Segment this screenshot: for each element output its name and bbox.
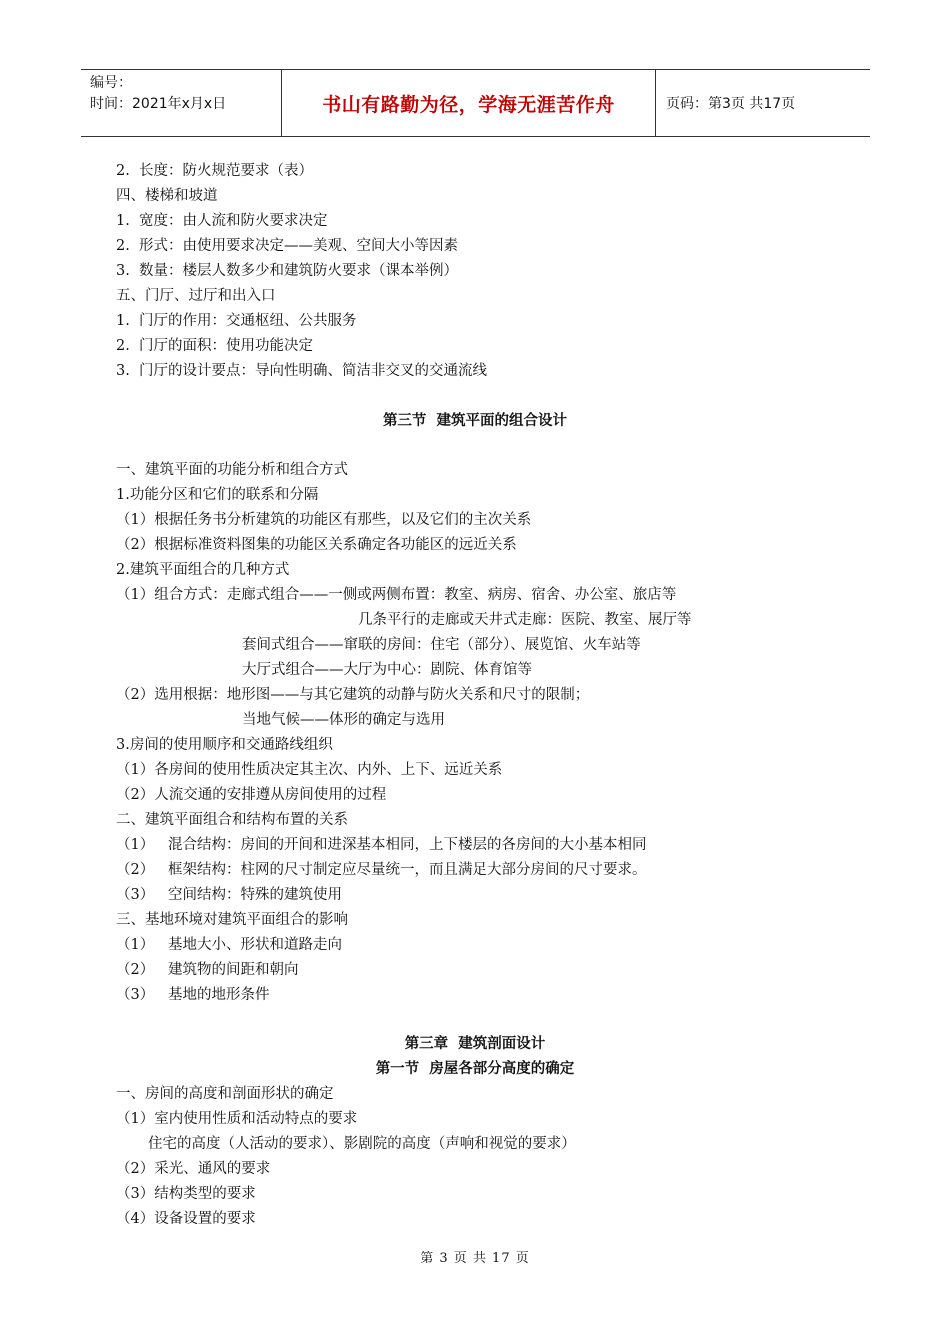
- header-meta: [81, 70, 281, 136]
- text-line: （4）设备设置的要求: [116, 1211, 256, 1227]
- text-line: （2） 框架结构：柱网的尺寸制定应尽量统一，而且满足大部分房间的尺寸要求。: [116, 862, 647, 878]
- text-line: 2.建筑平面组合的几种方式: [116, 562, 290, 578]
- text-line: 3. 数量：楼层人数多少和建筑防火要求（课本举例）: [116, 263, 459, 279]
- text-line: （1）根据任务书分析建筑的功能区有那些，以及它们的主次关系: [116, 512, 532, 528]
- text-line: （1） 混合结构：房间的开间和进深基本相同，上下楼层的各房间的大小基本相同: [116, 837, 647, 853]
- section-title: 第一节 房屋各部分高度的确定: [375, 1061, 575, 1077]
- text-line: 1.功能分区和它们的联系和分隔: [116, 487, 319, 503]
- text-line: （2）人流交通的安排遵从房间使用的过程: [116, 787, 387, 803]
- text-line: （2） 建筑物的间距和朝向: [116, 962, 299, 978]
- text-line: （2）选用根据：地形图——与其它建筑的动静与防火关系和尺寸的限制；: [116, 687, 590, 703]
- text-line: （1）各房间的使用性质决定其主次、内外、上下、远近关系: [116, 762, 503, 778]
- text-line: 几条平行的走廊或天井式走廊：医院、教室、展厅等: [358, 612, 692, 628]
- text-line: 1. 宽度：由人流和防火要求决定: [116, 213, 328, 229]
- section-heading: 三、基地环境对建筑平面组合的影响: [116, 912, 348, 928]
- section-heading: 二、建筑平面组合和结构布置的关系: [116, 812, 348, 828]
- text-line: 当地气候——体形的确定与选用: [242, 712, 445, 728]
- text-line: 2. 门厅的面积：使用功能决定: [116, 338, 314, 354]
- text-line: 1. 门厅的作用：交通枢纽、公共服务: [116, 313, 357, 329]
- text-line: （1） 基地大小、形状和道路走向: [116, 937, 343, 953]
- text-line: （3） 空间结构：特殊的建筑使用: [116, 887, 343, 903]
- text-line: （1）室内使用性质和活动特点的要求: [116, 1111, 358, 1127]
- header-motto: 书山有路勤为径，学海无涯苦作舟: [281, 70, 656, 136]
- code-label: 编号：: [90, 75, 132, 91]
- page-footer: 第 3 页 共 17 页: [420, 1251, 530, 1266]
- text-line: 3. 门厅的设计要点：导向性明确、简洁非交叉的交通流线: [116, 363, 488, 379]
- section-heading: 一、建筑平面的功能分析和组合方式: [116, 462, 348, 478]
- text-line: 住宅的高度（人活动的要求）、影剧院的高度（声响和视觉的要求）: [148, 1136, 576, 1152]
- text-line: 大厅式组合——大厅为中心：剧院、体育馆等: [242, 662, 532, 678]
- text-line: （2）根据标准资料图集的功能区关系确定各功能区的远近关系: [116, 537, 517, 553]
- chapter-title: 第三章 建筑剖面设计: [404, 1036, 546, 1052]
- text-line: 2. 长度：防火规范要求（表）: [116, 163, 314, 179]
- section-heading: 一、房间的高度和剖面形状的确定: [116, 1086, 334, 1102]
- section-heading: 四、楼梯和坡道: [116, 188, 218, 204]
- section-title: 第三节 建筑平面的组合设计: [382, 413, 568, 429]
- text-line: 套间式组合——窜联的房间：住宅（部分）、展览馆、火车站等: [242, 637, 641, 653]
- text-line: （1）组合方式：走廊式组合——一侧或两侧布置：教室、病房、宿舍、办公室、旅店等: [116, 587, 677, 603]
- text-line: 2. 形式：由使用要求决定——美观、空间大小等因素: [116, 238, 459, 254]
- document-header: [81, 69, 870, 137]
- text-line: （2）采光、通风的要求: [116, 1161, 271, 1177]
- date-label: 时间：2021年x月x日: [90, 96, 227, 112]
- text-line: （3） 基地的地形条件: [116, 987, 270, 1003]
- section-heading: 五、门厅、过厅和出入口: [116, 288, 276, 304]
- text-line: 3.房间的使用顺序和交通路线组织: [116, 737, 333, 753]
- header-page-info: 页码：第3页 共17页: [666, 96, 796, 112]
- text-line: （3）结构类型的要求: [116, 1186, 256, 1202]
